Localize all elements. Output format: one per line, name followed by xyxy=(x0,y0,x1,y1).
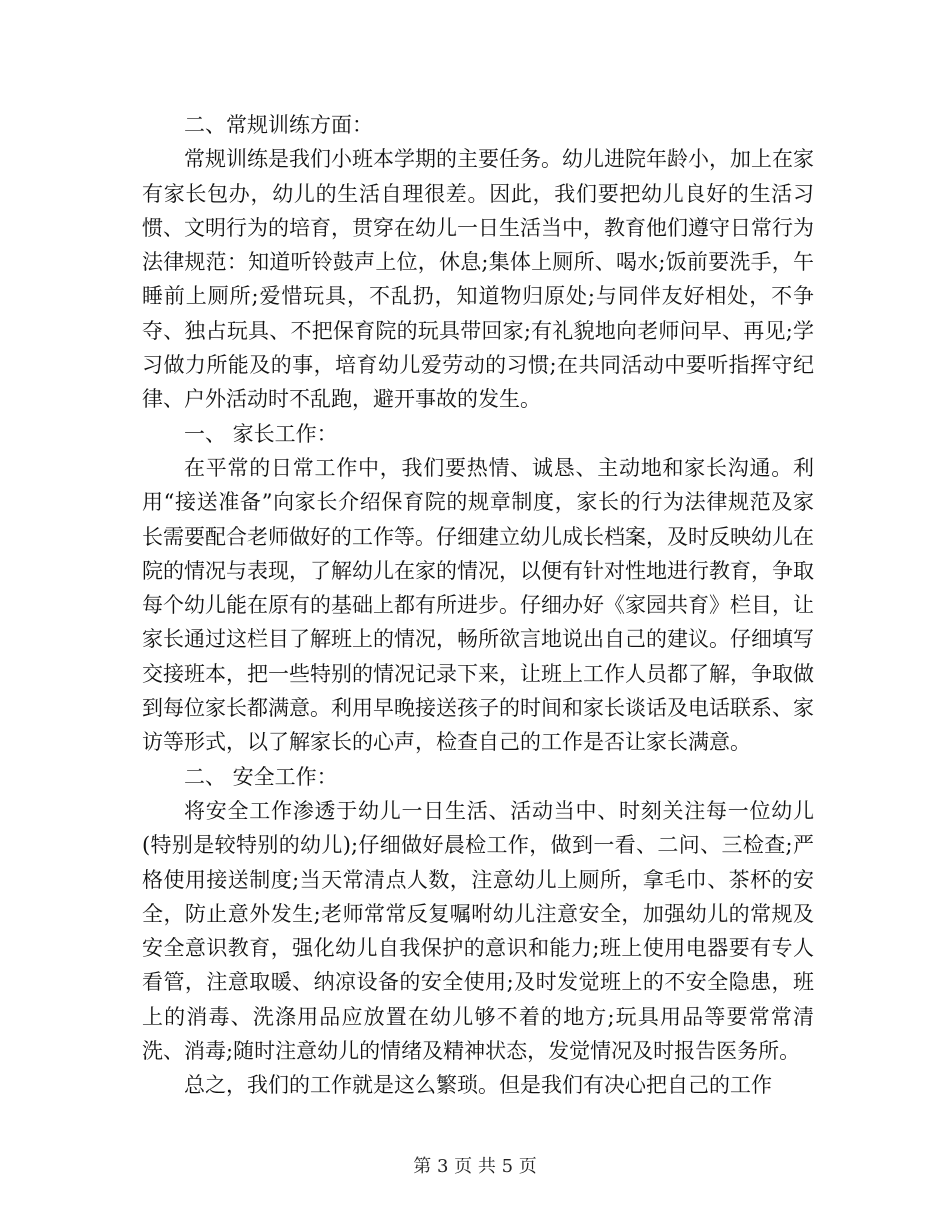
paragraph-parents: 在平常的日常工作中，我们要热情、诚恳、主动地和家长沟通。利用“接送准备”向家长介绍保育院的规章制度，家长的行为法律规范及家长需要配合老师做好的工作等。仔细建立幼儿成长档案，及时反映幼儿在院的情况与表现，了解幼儿在家的情况，以便有针对性地进行教育，争取每个幼儿能在原有的基础上都有所进步。仔细办好《家园共育》栏目，让家长通过这栏目了解班上的情况，畅所欲言地说出自己的建议。仔细填写交接班本，把一些特别的情况记录下来，让班上工作人员都了解，争取做到每位家长都满意。利用早晚接送孩子的时间和家长谈话及电话联系、家访等形式，以了解家长的心声，检查自己的工作是否让家长满意。 xyxy=(142,455,814,755)
paragraph-routine: 常规训练是我们小班本学期的主要任务。幼儿进院年龄小，加上在家有家长包办，幼儿的生活自理很差。因此，我们要把幼儿良好的生活习惯、文明行为的培育，贯穿在幼儿一日生活当中，教育他们遵守日常行为法律规范：知道听铃鼓声上位，休息;集体上厕所、喝水;饭前要洗手，午睡前上厕所;爱惜玩具，不乱扔，知道物归原处;与同伴友好相处，不争夺、独占玩具、不把保育院的玩具带回家;有礼貌地向老师问早、再见;学习做力所能及的事，培育幼儿爱劳动的习惯;在共同活动中要听指挥守纪律、户外活动时不乱跑，避开事故的发生。 xyxy=(142,147,814,412)
section-heading-parents: 一、 家长工作： xyxy=(184,421,338,446)
page-number-footer: 第 3 页 共 5 页 xyxy=(413,1156,537,1177)
document-body xyxy=(142,108,814,1103)
section-heading-routine: 二、常规训练方面： xyxy=(184,113,373,137)
paragraph-safety: 将安全工作渗透于幼儿一日生活、活动当中、时刻关注每一位幼儿(特别是较特别的幼儿);仔细做好晨检工作，做到一看、二问、三检查;严格使用接送制度;当天常清点人数，注意幼儿上厕所，拿毛巾、茶杯的安全，防止意外发生;老师常常反复嘱咐幼儿注意安全，加强幼儿的常规及安全意识教育，强化幼儿自我保护的意识和能力;班上使用电器要有专人看管，注意取暖、纳凉设备的安全使用;及时发觉班上的不安全隐患，班上的消毒、洗涤用品应放置在幼儿够不着的地方;玩具用品等要常常清洗、消毒;随时注意幼儿的情绪及精神状态，发觉情况及时报告医务所。 xyxy=(142,798,814,1064)
paragraph-conclusion: 总之，我们的工作就是这么繁琐。但是我们有决心把自己的工作 xyxy=(184,1073,772,1098)
section-heading-safety: 二、 安全工作： xyxy=(184,764,338,789)
